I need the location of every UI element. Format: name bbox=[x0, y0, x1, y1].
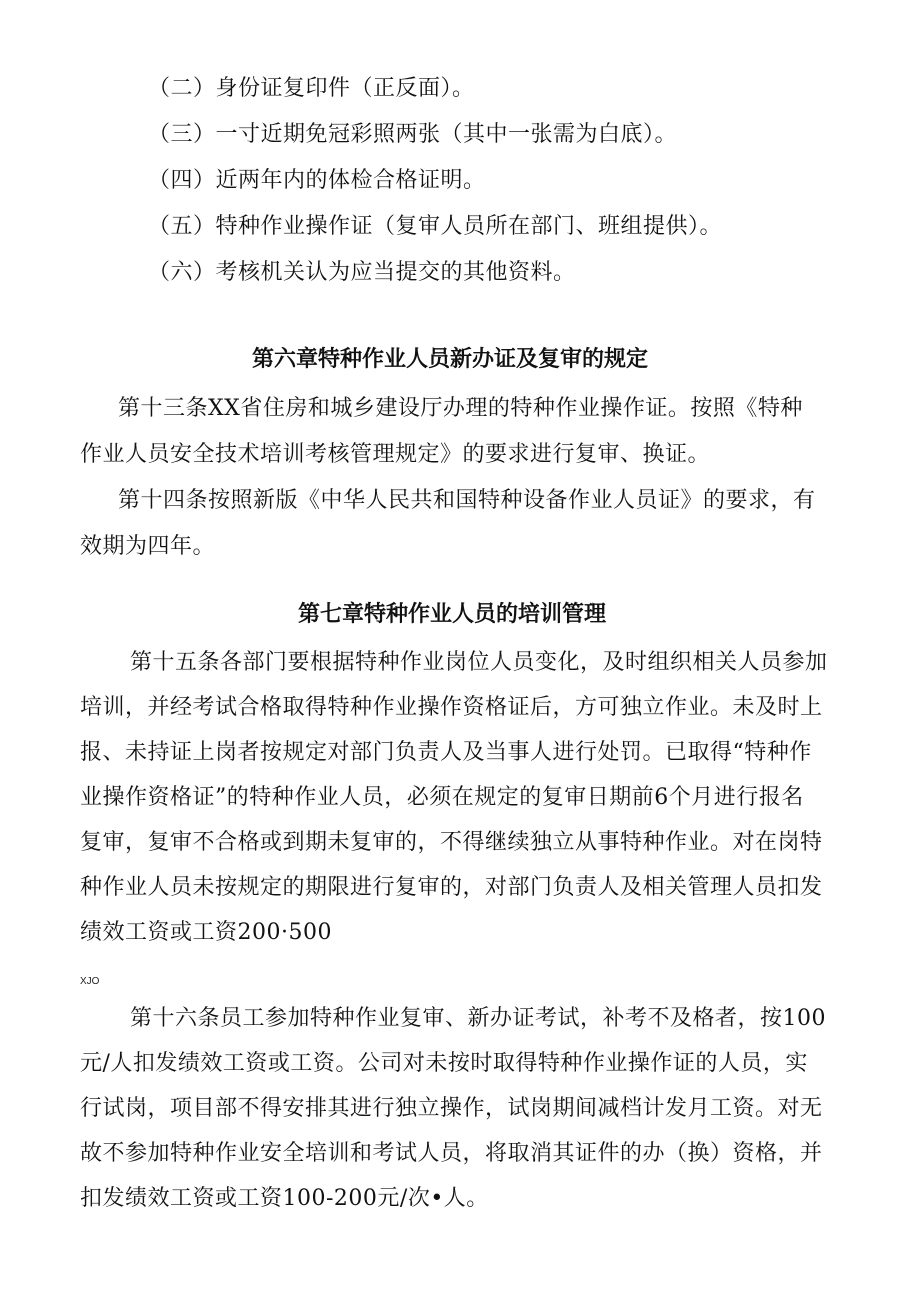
list-item-3: （三）一寸近期免冠彩照两张（其中一张需为白底）。 bbox=[148, 122, 678, 147]
article-16-line-4: 故不参加特种作业安全培训和考试人员，将取消其证件的办（换）资格，并 bbox=[80, 1141, 823, 1166]
list-item-5: （五）特种作业操作证（复审人员所在部门、班组提供）。 bbox=[148, 214, 723, 239]
article-16-line-3: 行试岗，项目部不得安排其进行独立操作，试岗期间减档计发月工资。对无 bbox=[80, 1096, 823, 1121]
article-13-line-2: 作业人员安全技术培训考核管理规定》的要求进行复审、换证。 bbox=[80, 442, 711, 467]
article-14-line-1: 第十四条按照新版《中华人民共和国特种设备作业人员证》的要求，有 bbox=[118, 488, 816, 513]
article-15-line-2: 培训，并经考试合格取得特种作业操作资格证后，方可独立作业。未及时上 bbox=[80, 695, 823, 720]
article-16-line-1: 第十六条员工参加特种作业复审、新办证考试，补考不及格者，按100 bbox=[130, 1006, 826, 1031]
article-15-line-5: 复审，复审不合格或到期未复审的，不得继续独立从事特种作业。对在岗特 bbox=[80, 830, 823, 855]
list-item-4: （四）近两年内的体检合格证明。 bbox=[148, 168, 486, 193]
chapter-7-heading: 第七章特种作业人员的培训管理 bbox=[298, 602, 607, 627]
article-16-line-5: 扣发绩效工资或工资100-200元/次•人。 bbox=[80, 1186, 489, 1211]
article-15-line-1: 第十五条各部门要根据特种作业岗位人员变化，及时组织相关人员参加 bbox=[130, 650, 828, 675]
article-14-line-2: 效期为四年。 bbox=[80, 534, 216, 559]
chapter-6-heading: 第六章特种作业人员新办证及复审的规定 bbox=[252, 347, 649, 372]
article-15-line-4: 业操作资格证”的特种作业人员，必须在规定的复审日期前6个月进行报名 bbox=[80, 785, 804, 810]
article-15-line-3: 报、未持证上岗者按规定对部门负责人及当事人进行处罚。已取得“特种作 bbox=[80, 740, 812, 765]
article-15-line-6: 种作业人员未按规定的期限进行复审的，对部门负责人及相关管理人员扣发 bbox=[80, 875, 823, 900]
article-15-line-7: 绩效工资或工资200·500 bbox=[80, 920, 332, 945]
list-item-2: （二）身份证复印件（正反面）。 bbox=[148, 76, 475, 101]
article-13-line-1: 第十三条XX省住房和城乡建设厅办理的特种作业操作证。按照《特种 bbox=[118, 396, 803, 421]
article-16-line-2: 元/人扣发绩效工资或工资。公司对未按时取得特种作业操作证的人员，实 bbox=[80, 1051, 808, 1076]
list-item-6: （六）考核机关认为应当提交的其他资料。 bbox=[148, 260, 576, 285]
stray-mark: XJO bbox=[80, 976, 100, 987]
